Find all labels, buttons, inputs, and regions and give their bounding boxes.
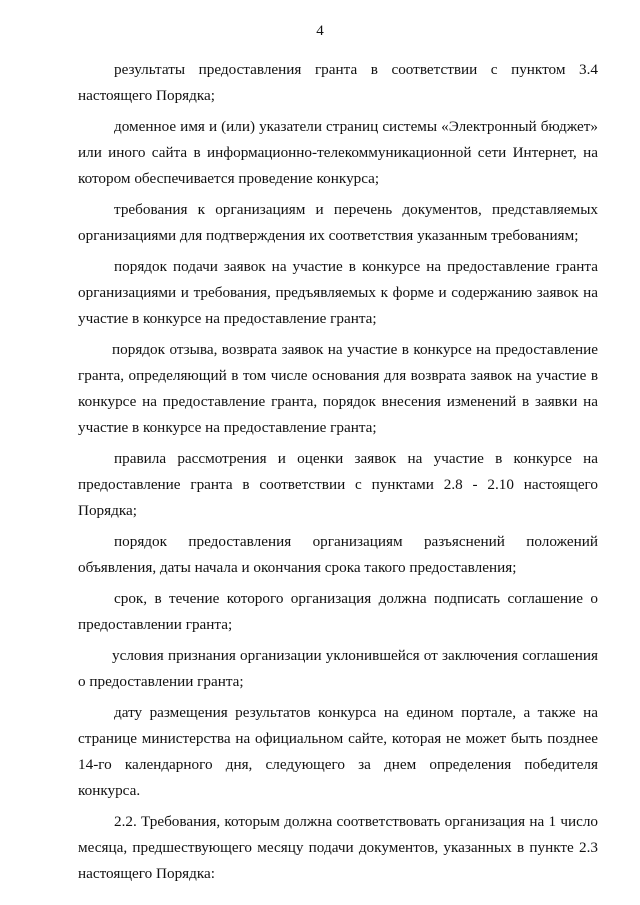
paragraph-withdrawal-procedure: порядок отзыва, возврата заявок на участие в конкурсе на предоставление гранта, определяющий в том числе основания для возврата заявок на участие в конкурсе на предоставление гранта, порядок внесения изменений в заявки на участие в конкурсе на предоставление гранта; xyxy=(78,341,598,436)
document-body xyxy=(78,57,598,892)
paragraph-review-rules: правила рассмотрения и оценки заявок на участие в конкурсе на предоставление гранта в соответствии с пунктами 2.8 - 2.10 настоящего Порядка; xyxy=(78,450,598,519)
paragraph-results: результаты предоставления гранта в соответствии с пунктом 3.4 настоящего Порядка; xyxy=(78,61,598,104)
paragraph-clarification-procedure: порядок предоставления организациям разъяснений положений объявления, даты начала и окончания срока такого предоставления; xyxy=(78,533,598,576)
paragraph-section-2-2: 2.2. Требования, которым должна соответствовать организация на 1 число месяца, предшествующего месяцу подачи документов, указанных в пункте 2.3 настоящего Порядка: xyxy=(78,813,598,882)
paragraph-results-publication-date: дату размещения результатов конкурса на едином портале, а также на странице министерства на официальном сайте, которая не может быть позднее 14-го календарного дня, следующего за днем определения победителя конкурса. xyxy=(78,704,598,799)
paragraph-agreement-deadline: срок, в течение которого организация должна подписать соглашение о предоставлении гранта; xyxy=(78,590,598,633)
paragraph-application-procedure: порядок подачи заявок на участие в конкурсе на предоставление гранта организациями и требования, предъявляемых к форме и содержанию заявок на участие в конкурсе на предоставление гранта; xyxy=(78,258,598,327)
page-number: 4 xyxy=(316,23,324,39)
paragraph-evasion-conditions: условия признания организации уклонившейся от заключения соглашения о предоставлении гранта; xyxy=(78,647,598,690)
paragraph-organization-requirements: требования к организациям и перечень документов, представляемых организациями для подтверждения их соответствия указанным требованиям; xyxy=(78,201,598,244)
paragraph-domain-name: доменное имя и (или) указатели страниц системы «Электронный бюджет» или иного сайта в информационно-телекоммуникационной сети Интернет, на котором обеспечивается проведение конкурса; xyxy=(78,118,598,187)
